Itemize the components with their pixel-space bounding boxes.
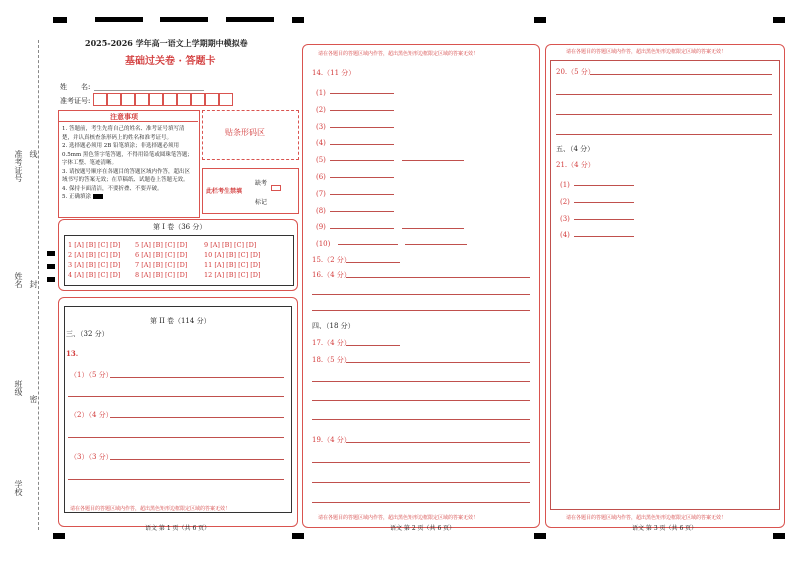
alignment-mark: [534, 533, 546, 539]
answer-line[interactable]: [338, 244, 398, 245]
answer-line[interactable]: [68, 437, 284, 438]
answer-line[interactable]: [330, 194, 394, 195]
answer-line[interactable]: [556, 94, 772, 95]
choice-column[interactable]: [135, 240, 187, 280]
q14-item: (7): [316, 189, 326, 198]
answer-line[interactable]: [312, 381, 530, 382]
divider: [58, 121, 198, 122]
answer-line[interactable]: [402, 160, 464, 161]
note-item: 1. 答题前，考生先将自己的姓名、准考证号填写清楚，并认真核查条形码上的姓名和准考证号。: [62, 126, 185, 141]
absent-note: 此栏考生禁填: [206, 188, 243, 195]
choice-row[interactable]: 11 [A] [B] [C] [D]: [204, 261, 261, 269]
q14-item: (2): [316, 105, 326, 114]
exam-id-label: 准考证号:: [60, 97, 91, 105]
warning-text: 请在各题目的答题区域内作答，超出黑色矩形边框限定区域的答案无效！: [318, 515, 479, 521]
q13-sub: （1）（5 分）: [70, 371, 113, 379]
answer-line[interactable]: [110, 459, 284, 460]
side-label: 班级: [14, 380, 23, 396]
q14-item: (5): [316, 156, 326, 165]
answer-line[interactable]: [68, 396, 284, 397]
part4-label: 四、（18 分）: [312, 322, 355, 330]
answer-line[interactable]: [405, 244, 467, 245]
answer-line[interactable]: [330, 144, 394, 145]
filled-bubble-example: [93, 194, 103, 199]
choice-row[interactable]: 2 [A] [B] [C] [D]: [68, 251, 121, 259]
part3-label: 三、（32 分）: [66, 330, 109, 338]
alignment-mark: [53, 533, 65, 539]
q16-label: 16.（4 分）: [312, 271, 351, 279]
answer-line[interactable]: [556, 134, 772, 135]
choice-row[interactable]: 10 [A] [B] [C] [D]: [204, 251, 261, 259]
answer-line[interactable]: [330, 211, 394, 212]
choice-row[interactable]: 9 [A] [B] [C] [D]: [204, 241, 257, 249]
side-label: 姓名: [14, 272, 23, 288]
q19-label: 19.（4 分）: [312, 436, 351, 444]
q14-item: (10): [316, 240, 331, 249]
warning-text: 请在各题目的答题区域内作答，超出黑色矩形边框限定区域的答案无效！: [566, 515, 727, 521]
page-footer: 语文 第 2 页（共 6 页）: [390, 525, 456, 532]
absent-line: 缺考: [255, 180, 268, 187]
answer-line[interactable]: [312, 310, 530, 311]
notes-title: 注意事项: [110, 112, 138, 121]
answer-line[interactable]: [312, 294, 530, 295]
answer-line[interactable]: [574, 219, 634, 220]
part5-label: 五、（4 分）: [556, 145, 595, 153]
choice-row[interactable]: 6 [A] [B] [C] [D]: [135, 251, 188, 259]
alignment-mark: [160, 17, 208, 22]
alignment-mark: [47, 277, 55, 282]
warning-text: 请在各题目的答题区域内作答，超出黑色矩形边框限定区域的答案无效！: [70, 506, 231, 512]
side-label: 准考证号: [14, 150, 23, 182]
q14-item: (4): [316, 139, 326, 148]
answer-line[interactable]: [330, 177, 394, 178]
answer-line[interactable]: [330, 93, 394, 94]
q21-item: (2): [560, 197, 570, 206]
page-title: 2025-2026 学年高一语文上学期期中模拟卷: [85, 38, 248, 48]
name-label: 姓 名:: [60, 83, 91, 91]
side-label: 线: [29, 150, 38, 158]
name-field[interactable]: [94, 90, 204, 91]
alignment-mark: [47, 264, 55, 269]
column2-box: [302, 44, 540, 528]
answer-line[interactable]: [346, 345, 400, 346]
alignment-mark: [773, 533, 785, 539]
answer-line[interactable]: [312, 482, 530, 483]
q13-sub: （3）（3 分）: [70, 453, 113, 461]
absent-bubble[interactable]: [271, 185, 281, 191]
q17-label: 17.（4 分）: [312, 339, 351, 347]
page-footer: 语文 第 1 页（共 6 页）: [145, 525, 211, 532]
alignment-mark: [773, 17, 785, 23]
q21-item: (3): [560, 214, 570, 223]
answer-line[interactable]: [346, 262, 400, 263]
q21-item: (4): [560, 231, 570, 240]
choice-column[interactable]: [204, 240, 260, 280]
answer-line[interactable]: [110, 417, 284, 418]
alignment-mark: [95, 17, 143, 22]
answer-line[interactable]: [312, 419, 530, 420]
q13-label: 13.: [66, 349, 79, 358]
choice-row[interactable]: 3 [A] [B] [C] [D]: [68, 261, 121, 269]
alignment-mark: [47, 251, 55, 256]
choice-row[interactable]: 5 [A] [B] [C] [D]: [135, 241, 188, 249]
choice-row[interactable]: 12 [A] [B] [C] [D]: [204, 271, 261, 279]
page-footer: 语文 第 3 页（共 6 页）: [632, 525, 698, 532]
side-label: 密: [29, 395, 38, 403]
section1-title: 第 I 卷（36 分）: [153, 223, 207, 231]
choice-row[interactable]: 7 [A] [B] [C] [D]: [135, 261, 188, 269]
answer-line[interactable]: [574, 236, 634, 237]
q18-label: 18.（5 分）: [312, 356, 351, 364]
answer-line[interactable]: [402, 228, 464, 229]
choice-row[interactable]: 4 [A] [B] [C] [D]: [68, 271, 121, 279]
answer-line[interactable]: [574, 202, 634, 203]
note-item: 4. 保持卡面清洁，不要折叠、不要弄破。: [62, 185, 163, 192]
alignment-mark: [534, 17, 546, 23]
answer-line[interactable]: [574, 185, 634, 186]
answer-line[interactable]: [312, 502, 530, 503]
q15-label: 15.（2 分）: [312, 256, 351, 264]
q14-item: (1): [316, 89, 326, 97]
answer-line[interactable]: [330, 228, 394, 229]
q21-item: (1): [560, 181, 570, 189]
choice-row[interactable]: 1 [A] [B] [C] [D]: [68, 241, 121, 249]
answer-frame: [550, 60, 780, 510]
answer-line[interactable]: [346, 277, 530, 278]
choice-column[interactable]: [68, 240, 120, 280]
alignment-mark: [53, 17, 67, 23]
answer-line[interactable]: [330, 127, 394, 128]
answer-line[interactable]: [312, 400, 530, 401]
answer-line[interactable]: [330, 110, 394, 111]
note-item: 3. 请按题号顺序在各题目的答题区域内作答，超出区域书写的答案无效；在草稿纸、试题卷上答题无效。: [62, 168, 190, 183]
q14-item: (6): [316, 172, 326, 181]
answer-line[interactable]: [346, 442, 530, 443]
page-subtitle: 基础过关卷 · 答题卡: [125, 56, 216, 67]
side-label: 封: [29, 280, 38, 288]
answer-line[interactable]: [68, 479, 284, 480]
note-item: 5. 正确填涂: [62, 194, 91, 200]
barcode-label: 贴条形码区: [225, 128, 265, 137]
answer-line[interactable]: [110, 377, 284, 378]
q14-item: (9): [316, 223, 326, 232]
answer-line[interactable]: [346, 362, 530, 363]
alignment-mark: [292, 533, 304, 539]
q14-label: 14.（11 分）: [312, 69, 356, 77]
note-item: 2. 选择题必须用 2B 铅笔填涂；非选择题必须用 0.5mm 黑色签字笔答题，不得用铅笔或圆珠笔答题；字体工整、笔迹清晰。: [62, 143, 193, 166]
alignment-mark: [292, 17, 304, 23]
warning-text: 请在各题目的答题区域内作答，超出黑色矩形边框限定区域的答案无效！: [318, 51, 479, 57]
q13-sub: （2）（4 分）: [70, 411, 113, 419]
answer-line[interactable]: [330, 160, 394, 161]
warning-text: 请在各题目的答题区域内作答，超出黑色矩形边框限定区域的答案无效！: [566, 49, 727, 55]
choice-row[interactable]: 8 [A] [B] [C] [D]: [135, 271, 188, 279]
exam-id-grid[interactable]: [93, 93, 233, 106]
alignment-mark: [226, 17, 274, 22]
absent-line: 标记: [255, 199, 268, 206]
q21-label: 21.（4 分）: [556, 161, 595, 169]
q20-label: 20.（5 分）: [556, 68, 595, 76]
q14-item: (8): [316, 206, 326, 215]
answer-line[interactable]: [590, 74, 772, 75]
q14-item: (3): [316, 122, 326, 131]
answer-line[interactable]: [312, 462, 530, 463]
side-label: 学校: [14, 480, 23, 496]
answer-line[interactable]: [556, 114, 772, 115]
section2-title: 第 II 卷（114 分）: [150, 317, 211, 325]
